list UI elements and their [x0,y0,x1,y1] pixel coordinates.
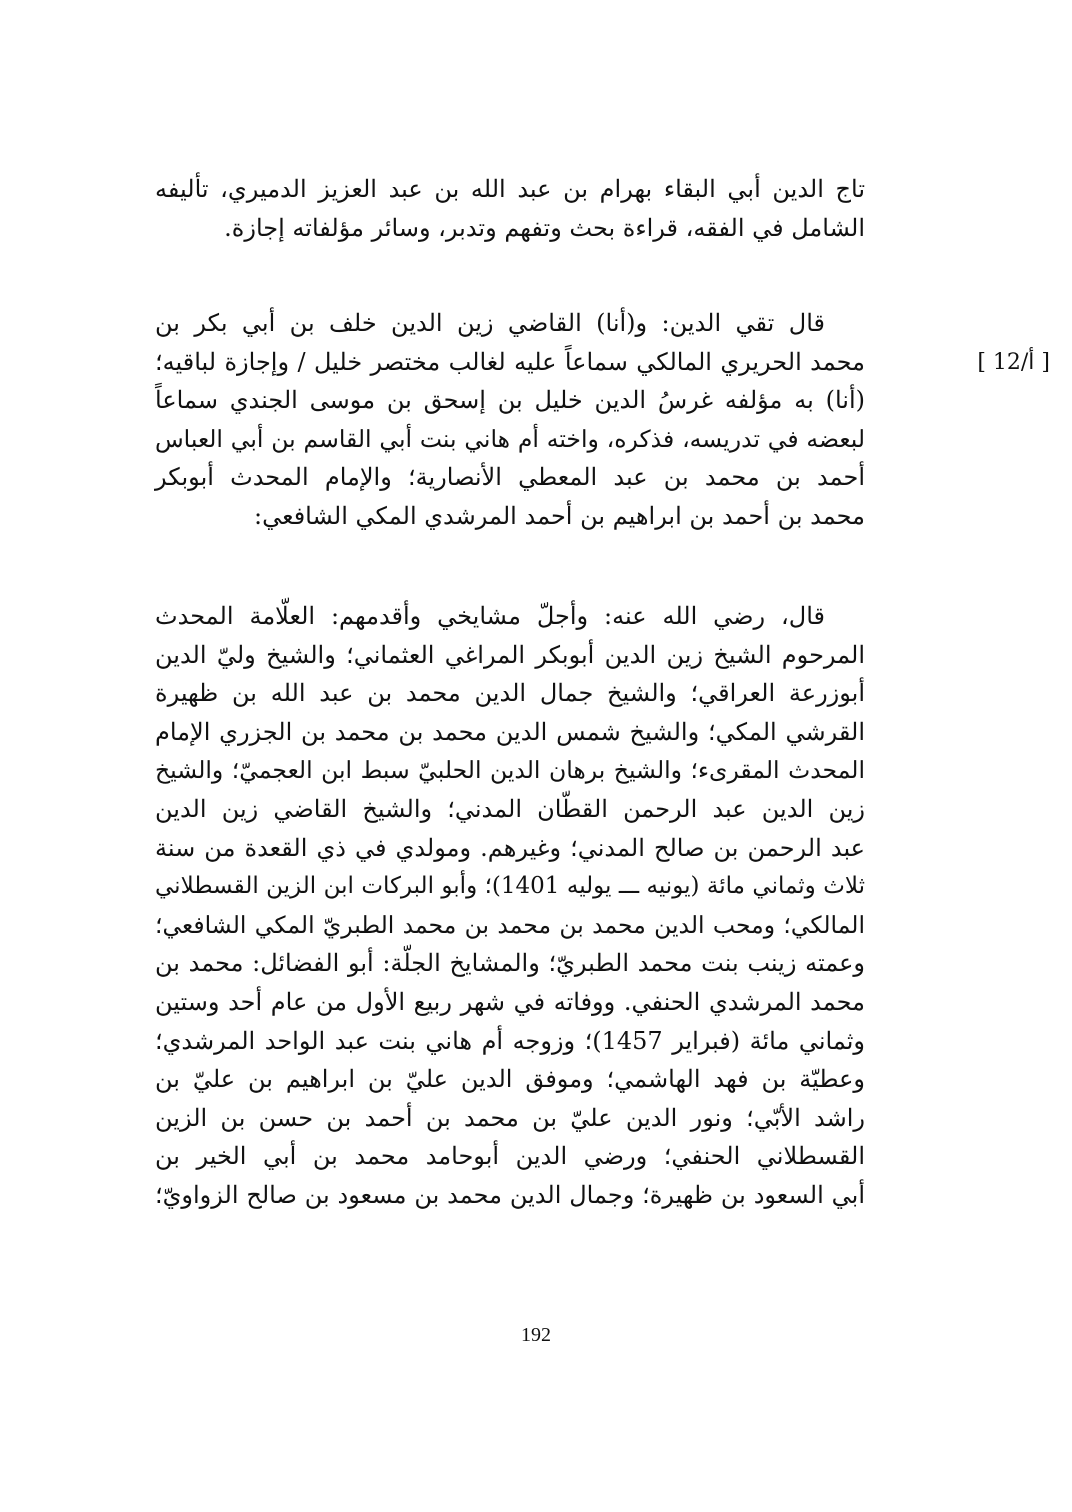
text-line: أبوزرعة العراقي؛ والشيخ جمال الدين محمد بن عبد الله بن ظهيرة [155,679,865,708]
text-line: القرشي المكي؛ والشيخ شمس الدين محمد بن محمد بن الجزري الإمام [155,717,865,746]
text-line: محمد المرشدي الحنفي. ووفاته في شهر ربيع الأول من عام أحد وستين [155,987,865,1016]
text-line: لبعضه في تدريسه، فذكره، واخته أم هاني بنت أبي القاسم بن أبي العباس [155,424,865,453]
text-line: محمد الحريري المالكي سماعاً عليه لغالب مختصر خليل / وإجازة لباقيه؛ [155,347,865,376]
text-line: عبد الرحمن بن صالح المدني؛ وغيرهم. ومولدي في ذي القعدة من سنة [155,833,866,862]
text-line: المالكي؛ ومحب الدين محمد بن محمد بن محمد الطبريّ المكي الشافعي؛ [155,910,865,939]
paragraph-2 [155,304,865,536]
text-line: محمد بن أحمد بن ابراهيم بن أحمد المرشدي المكي الشافعي: [254,501,865,530]
text-line: راشد الأبّي؛ ونور الدين عليّ بن محمد بن أحمد بن حسن بن الزين [155,1103,865,1132]
text-line: القسطلاني الحنفي؛ ورضي الدين أبوحامد محمد بن أبي الخير بن [155,1142,865,1171]
text-line: المحدث المقرىء؛ والشيخ برهان الدين الحلبيّ سبط ابن العجميّ؛ والشيخ [155,756,865,785]
text-line: زين الدين عبد الرحمن القطّان المدني؛ والشيخ القاضي زين الدين [155,794,865,823]
text-line: (أنا) به مؤلفه غرسُ الدين خليل بن إسحق بن موسى الجندي سماعاً [155,386,865,415]
text-line: قال، رضي الله عنه: وأجلّ مشايخي وأقدمهم: العلّامة المحدث [155,602,825,630]
folio-margin-note: [ 12/أ ] [977,350,1050,375]
text-line: وعطيّة بن فهد الهاشمي؛ وموفق الدين عليّ بن ابراهيم بن عليّ بن [155,1065,865,1094]
paragraph-1 [155,170,865,247]
text-line: قال تقي الدين: و(أنا) القاضي زين الدين خلف بن أبي بكر بن [155,309,825,337]
text-line: أحمد بن محمد بن عبد المعطي الأنصارية؛ والإمام المحدث أبوبكر [155,463,865,492]
paragraph-3 [155,597,865,1215]
text-line: تاج الدين أبي البقاء بهرام بن عبد الله بن عبد العزيز الدميري، تأليفه [155,175,865,203]
text-line: أبي السعود بن ظهيرة؛ وجمال الدين محمد بن مسعود بن صالح الزواويّ؛ [155,1180,865,1209]
text-line: الشامل في الفقه، قراءة بحث وتفهم وتدبر، وسائر مؤلفاته إجازة. [224,213,865,242]
text-line: وعمته زينب بنت محمد الطبريّ؛ والمشايخ الجلّة: أبو الفضائل: محمد بن [155,949,865,978]
text-line: وثماني مائة (فبراير 1457)؛ وزوجه أم هاني بنت عبد الواحد المرشدي؛ [155,1026,865,1055]
text-line: المرحوم الشيخ زين الدين أبوبكر المراغي العثماني؛ والشيخ وليّ الدين [155,640,865,669]
page-number: 192 [521,1324,551,1346]
text-line: ثلاث وثماني مائة (يونيه ـــ يوليه 1401)؛ وأبو البركات ابن الزين القسطلاني [155,873,865,900]
